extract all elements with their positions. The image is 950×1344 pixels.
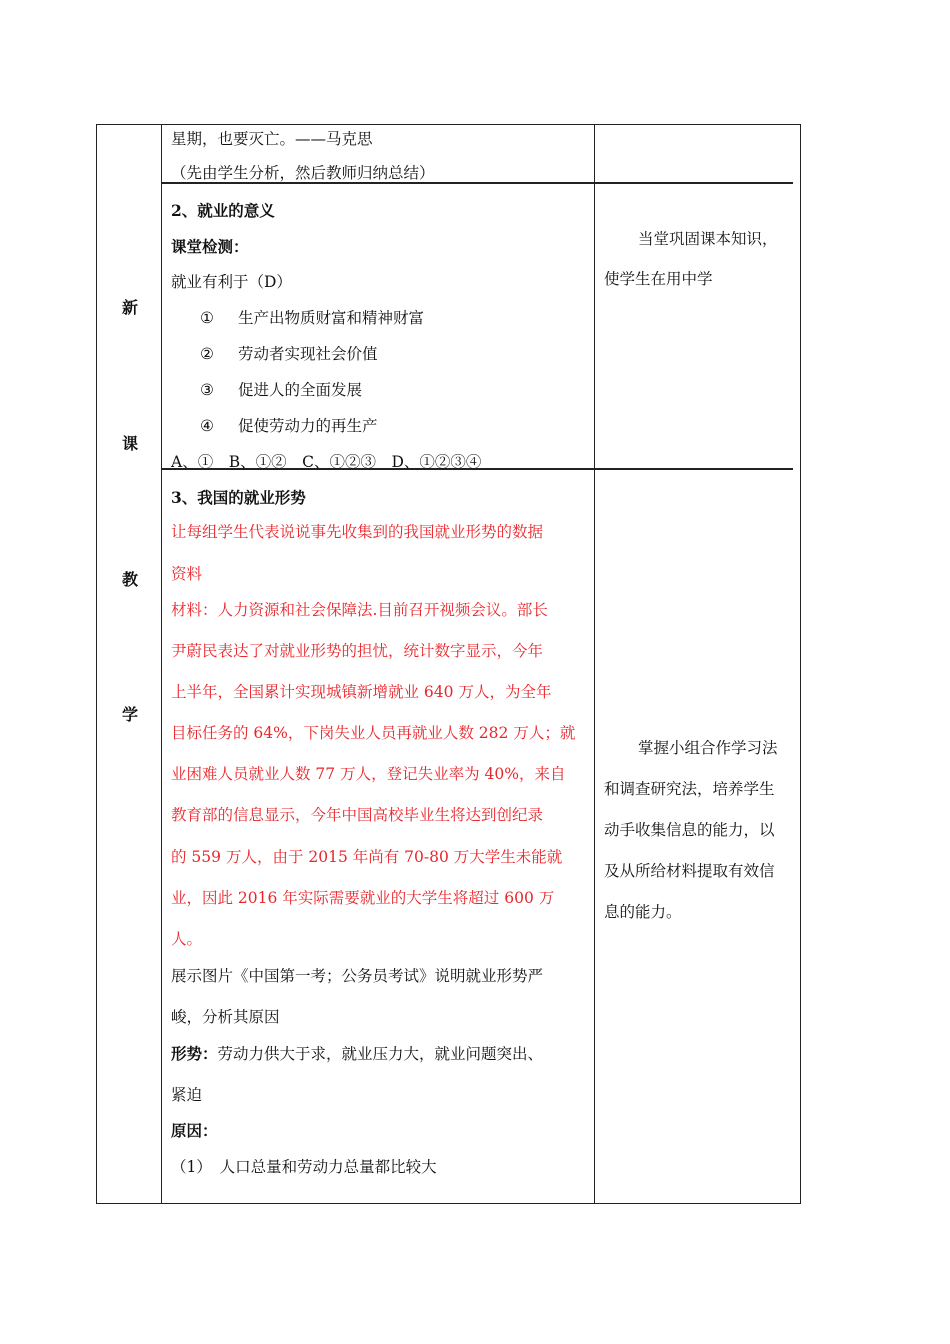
side-char-1: 新 bbox=[121, 298, 138, 317]
section3-heading: 3、我国的就业形势 bbox=[171, 488, 306, 507]
table-right-border bbox=[800, 124, 801, 1204]
option-text: 生产出物质财富和精神财富 bbox=[238, 309, 425, 327]
option-number: ② bbox=[200, 345, 214, 363]
side-char-4: 学 bbox=[121, 705, 138, 724]
section2-heading: 2、就业的意义 bbox=[171, 201, 275, 220]
reason-label: 原因： bbox=[171, 1121, 218, 1140]
right-note-line: 当堂巩固课本知识， bbox=[638, 230, 778, 248]
option-number: ④ bbox=[200, 417, 214, 435]
option-text: 促使劳动力的再生产 bbox=[238, 417, 378, 435]
right-note-line: 及从所给材料提取有效信 bbox=[604, 862, 775, 880]
material-line: 目标任务的 64%，下岗失业人员再就业人数 282 万人；就 bbox=[171, 724, 576, 742]
right-note-line: 动手收集信息的能力，以 bbox=[604, 821, 775, 839]
option-text: 促进人的全面发展 bbox=[238, 381, 363, 399]
material-line: 上半年，全国累计实现城镇新增就业 640 万人，为全年 bbox=[171, 683, 552, 701]
right-note-line: 息的能力。 bbox=[604, 903, 682, 921]
answer-choices: A、① B、①② C、①②③ D、①②③④ bbox=[171, 453, 482, 471]
right-note-line: 掌握小组合作学习法 bbox=[638, 739, 778, 757]
material-line: 资料 bbox=[171, 565, 203, 583]
table-bottom-border bbox=[96, 1203, 801, 1204]
note-line: （先由学生分析，然后教师归纳总结） bbox=[171, 164, 435, 182]
material-line: 人。 bbox=[171, 930, 203, 948]
situation-line bbox=[171, 1044, 543, 1064]
option-number: ① bbox=[200, 309, 214, 327]
material-line: 业，因此 2016 年实际需要就业的大学生将超过 600 万 bbox=[171, 889, 555, 907]
option-number: ③ bbox=[200, 381, 214, 399]
table-left-border bbox=[96, 124, 97, 1204]
show-picture-line: 峻，分析其原因 bbox=[171, 1008, 280, 1026]
check-label: 课堂检测： bbox=[171, 237, 249, 256]
show-picture-line: 展示图片《中国第一考；公务员考试》说明就业形势严 bbox=[171, 967, 544, 985]
right-note-line: 使学生在用中学 bbox=[604, 270, 713, 288]
situation-text: 劳动力供大于求，就业压力大，就业问题突出、 bbox=[217, 1045, 544, 1063]
question-text: 就业有利于（D） bbox=[171, 273, 292, 291]
material-line: 尹蔚民表达了对就业形势的担忧，统计数字显示，今年 bbox=[171, 642, 544, 660]
option-text: 劳动者实现社会价值 bbox=[238, 345, 378, 363]
column-divider-1 bbox=[161, 124, 162, 1204]
reason-item: （1） 人口总量和劳动力总量都比较大 bbox=[171, 1158, 437, 1176]
quote-line: 星期，也要灭亡。——马克思 bbox=[171, 130, 373, 148]
situation-text-cont: 紧迫 bbox=[171, 1086, 203, 1104]
side-char-3: 教 bbox=[121, 570, 138, 589]
table-top-border bbox=[96, 124, 801, 125]
situation-label: 形势： bbox=[171, 1044, 218, 1063]
material-line: 的 559 万人，由于 2015 年尚有 70-80 万大学生未能就 bbox=[171, 848, 563, 866]
side-char-2: 课 bbox=[121, 434, 138, 453]
material-line: 材料：人力资源和社会保障法.目前召开视频会议。部长 bbox=[171, 601, 548, 619]
column-divider-2 bbox=[594, 124, 595, 1204]
material-line: 让每组学生代表说说事先收集到的我国就业形势的数据 bbox=[171, 523, 544, 541]
material-line: 教育部的信息显示，今年中国高校毕业生将达到创纪录 bbox=[171, 806, 544, 824]
right-note-line: 和调查研究法，培养学生 bbox=[604, 780, 775, 798]
material-line: 业困难人员就业人数 77 万人，登记失业率为 40%，来自 bbox=[171, 765, 566, 783]
